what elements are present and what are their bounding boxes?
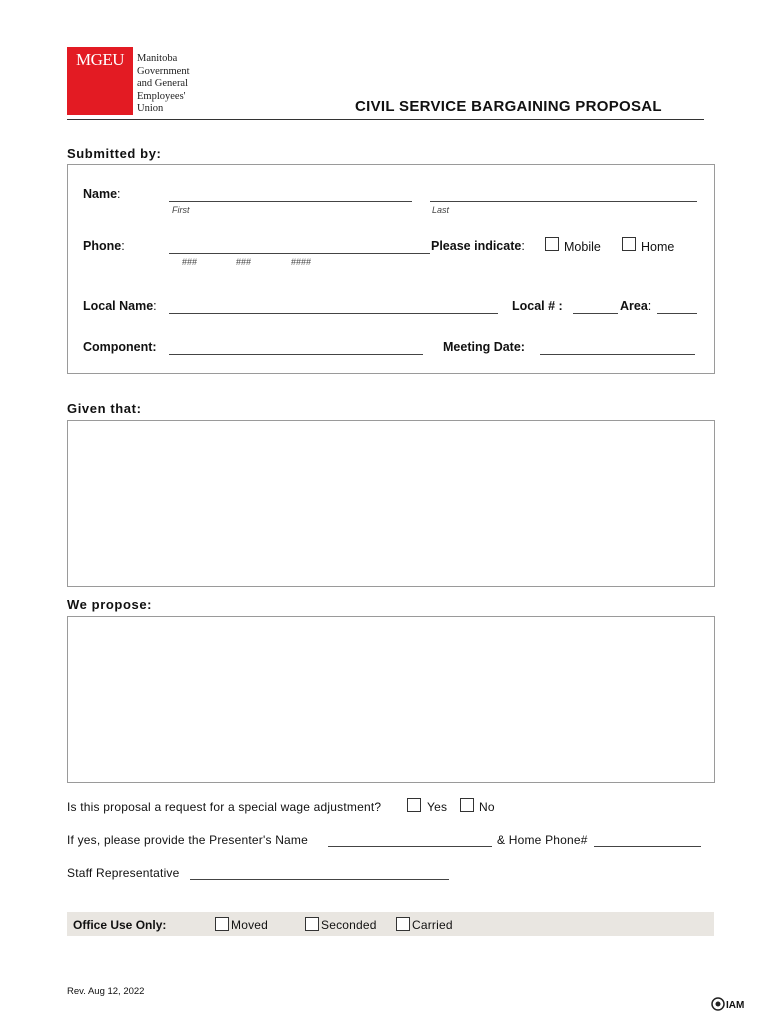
given-that-heading: Given that: — [67, 401, 142, 416]
local-name-field[interactable] — [169, 313, 498, 314]
wage-yes-checkbox[interactable] — [407, 798, 421, 812]
logo-wordmark — [137, 53, 190, 116]
area-field[interactable] — [657, 313, 697, 314]
presenter-name-field[interactable] — [328, 846, 492, 847]
carried-checkbox[interactable] — [396, 917, 410, 931]
logo-abbr: MGEU — [75, 50, 125, 69]
home-label: Home — [641, 240, 675, 254]
moved-label: Moved — [231, 918, 269, 932]
given-that-textarea[interactable] — [67, 420, 715, 587]
presenter-phone-label: & Home Phone# — [497, 833, 588, 847]
mgeu-logo — [67, 47, 133, 115]
presenter-label: If yes, please provide the Presenter's Name — [67, 833, 309, 847]
phone-field[interactable] — [169, 253, 430, 254]
indicate-label: Please indicate: — [431, 239, 525, 253]
name-label: Name: — [83, 187, 121, 201]
local-number-field[interactable] — [573, 313, 618, 314]
mobile-label: Mobile — [564, 240, 601, 254]
home-checkbox[interactable] — [622, 237, 636, 251]
submitted-by-heading: Submitted by: — [67, 146, 162, 161]
phone-line-hint: #### — [291, 257, 312, 267]
wage-yes-label: Yes — [427, 800, 448, 814]
we-propose-textarea[interactable] — [67, 616, 715, 783]
phone-prefix-hint: ### — [236, 257, 252, 267]
title-divider — [67, 119, 704, 120]
first-name-field[interactable] — [169, 201, 412, 202]
meeting-date-label: Meeting Date: — [443, 340, 525, 354]
component-label: Component: — [83, 340, 157, 354]
logo-line: and General — [137, 78, 189, 89]
moved-checkbox[interactable] — [215, 917, 229, 931]
presenter-phone-field[interactable] — [594, 846, 701, 847]
local-number-label: Local # : — [512, 299, 563, 313]
logo-line: Manitoba — [137, 53, 178, 64]
phone-label: Phone: — [83, 239, 125, 253]
mobile-checkbox[interactable] — [545, 237, 559, 251]
carried-label: Carried — [412, 918, 453, 932]
submitted-by-panel — [67, 164, 715, 374]
seconded-checkbox[interactable] — [305, 917, 319, 931]
local-name-label: Local Name: — [83, 299, 157, 313]
seconded-label: Seconded — [321, 918, 377, 932]
logo-line: Union — [137, 103, 164, 114]
we-propose-heading: We propose: — [67, 597, 153, 612]
office-use-label: Office Use Only: — [73, 918, 167, 932]
svg-text:IAM: IAM — [726, 1000, 745, 1011]
staff-rep-field[interactable] — [190, 879, 449, 880]
wage-no-checkbox[interactable] — [460, 798, 474, 812]
meeting-date-field[interactable] — [540, 354, 695, 355]
last-name-field[interactable] — [430, 201, 697, 202]
phone-area-hint: ### — [182, 257, 198, 267]
logo-line: Government — [137, 65, 190, 77]
logo-line: Employees' — [137, 90, 186, 102]
wage-no-label: No — [479, 800, 495, 814]
component-field[interactable] — [169, 354, 423, 355]
last-hint: Last — [432, 205, 450, 215]
iam-seal-icon — [711, 995, 749, 1013]
wage-question: Is this proposal a request for a special wage adjustment? — [67, 800, 382, 814]
page-title: CIVIL SERVICE BARGAINING PROPOSAL — [355, 98, 662, 115]
staff-rep-label: Staff Representative — [67, 866, 180, 880]
revision-date: Rev. Aug 12, 2022 — [67, 986, 145, 997]
first-hint: First — [172, 205, 190, 215]
area-label: Area: — [620, 299, 652, 313]
